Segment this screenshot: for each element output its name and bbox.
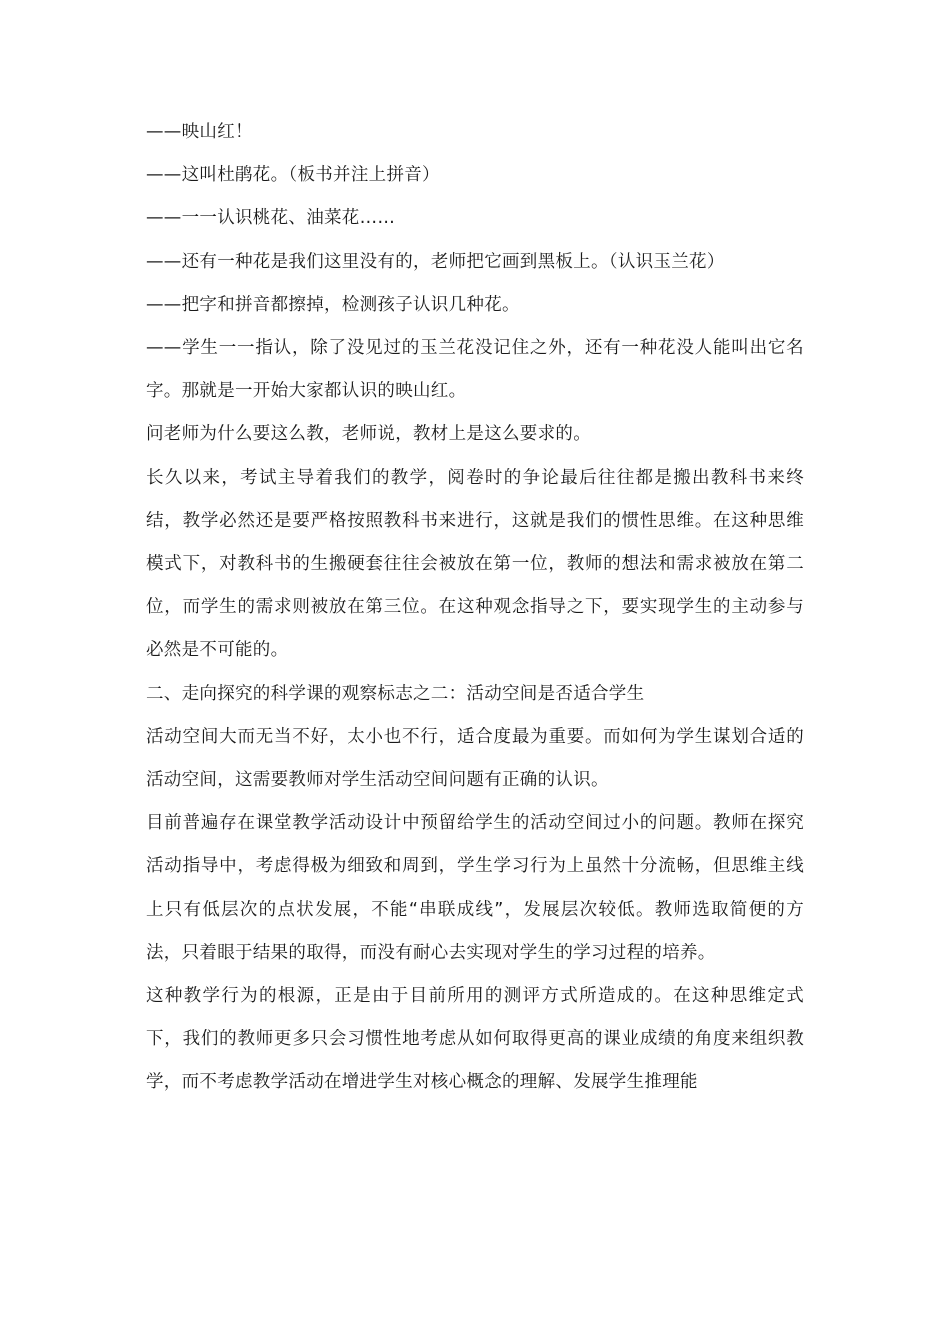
paragraph: 长久以来，考试主导着我们的教学，阅卷时的争论最后往往都是搬出教科书来终结，教学必然还是要严格按照教科书来进行，这就是我们的惯性思维。在这种思维模式下，对教科书的生搬硬套往往会被放在第一位，教师的想法和需求被放在第二位，而学生的需求则被放在第三位。在这种观念指导之下，要实现学生的主动参与必然是不可能的。 <box>146 467 804 661</box>
paragraph: 目前普遍存在课堂教学活动设计中预留给学生的活动空间过小的问题。教师在探究活动指导中，考虑得极为细致和周到，学生学习行为上虽然十分流畅，但思维主线上只有低层次的点状发展，不能“串联成线”，发展层次较低。教师选取简便的方法，只着眼于结果的取得，而没有耐心去实现对学生的学习过程的培养。 <box>146 813 804 963</box>
paragraph: 活动空间大而无当不好，太小也不行，适合度最为重要。而如何为学生谋划合适的活动空间，这需要教师对学生活动空间问题有正确的认识。 <box>146 726 804 791</box>
document-body <box>146 111 804 1105</box>
paragraph: ——把字和拼音都擦掉，检测孩子认识几种花。 <box>146 294 520 315</box>
paragraph: ——还有一种花是我们这里没有的，老师把它画到黑板上。（认识玉兰花） <box>146 251 725 272</box>
paragraph: 问老师为什么要这么教，老师说，教材上是这么要求的。 <box>146 424 591 445</box>
paragraph: ——学生一一指认，除了没见过的玉兰花没记住之外，还有一种花没人能叫出它名字。那就是一开始大家都认识的映山红。 <box>146 338 804 402</box>
paragraph: ——一一认识桃花、油菜花…… <box>146 208 396 229</box>
section-heading: 二、走向探究的科学课的观察标志之二：活动空间是否适合学生 <box>146 683 645 704</box>
paragraph: ——映山红！ <box>146 122 253 142</box>
paragraph: 这种教学行为的根源，正是由于目前所用的测评方式所造成的。在这种思维定式下，我们的教师更多只会习惯性地考虑从如何取得更高的课业成绩的角度来组织教学，而不考虑教学活动在增进学生对核心概念的理解、发展学生推理能 <box>146 986 804 1093</box>
paragraph: ——这叫杜鹃花。（板书并注上拼音） <box>146 165 440 186</box>
